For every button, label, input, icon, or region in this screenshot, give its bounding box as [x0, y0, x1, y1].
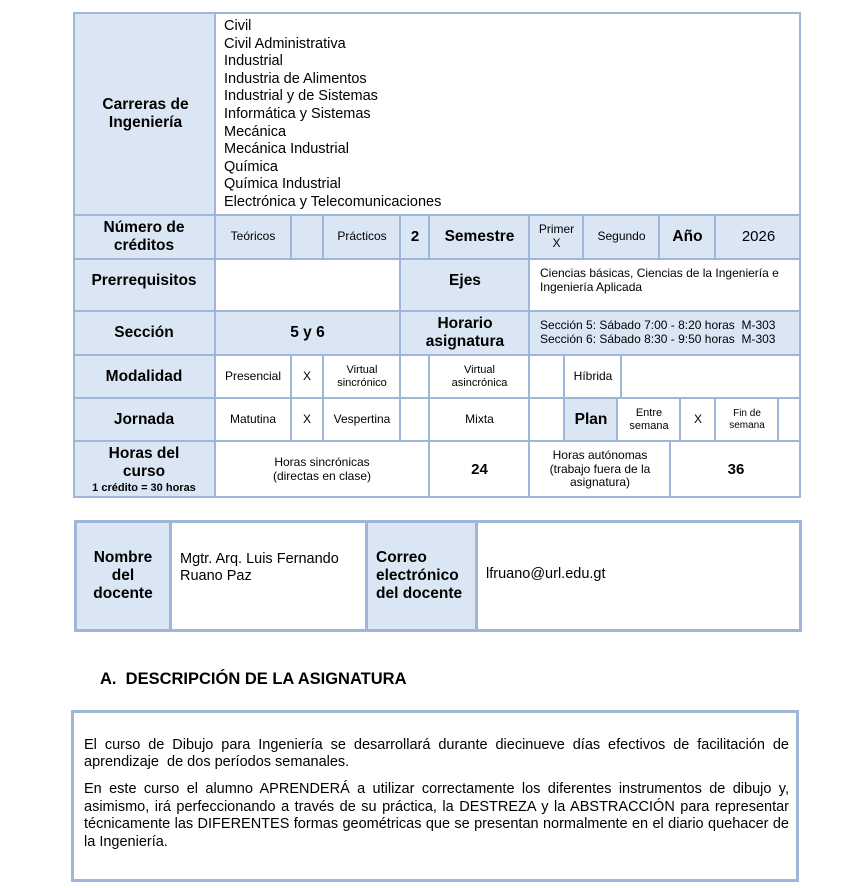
- mixta-label: Mixta: [465, 411, 494, 426]
- description-paragraph-1: El curso de Dibujo para Ingeniería se desarrollará durante diecinueve días efectivos de facilitación de aprendizaje de dos períodos semanales.: [84, 737, 794, 770]
- primer-label: Primer: [538, 222, 575, 237]
- careers-list: [224, 18, 441, 212]
- credits-label: Número de créditos: [103, 219, 185, 254]
- correo-label: Correo electrónico del docente: [376, 549, 463, 602]
- horas-label-cell: [73, 441, 215, 498]
- vespertina-label: Vespertina: [333, 411, 391, 426]
- prereq-label: Prerrequisitos: [91, 272, 197, 290]
- practicos-value: 2: [410, 228, 420, 246]
- horas-autonomas-value: 36: [727, 460, 745, 478]
- horario-label: Horario asignatura: [425, 315, 505, 350]
- career-item: Mecánica Industrial: [224, 141, 349, 158]
- jornada-label: Jornada: [113, 410, 175, 428]
- presencial-label: Presencial: [224, 368, 282, 383]
- horas-sincronicas-label: Horas sincrónicas (directas en clase): [272, 454, 372, 483]
- teoricos-label: Teóricos: [230, 229, 276, 244]
- course-info-table: [73, 12, 801, 498]
- ejes-label: Ejes: [449, 272, 481, 290]
- career-item: Industrial: [224, 53, 283, 70]
- teacher-table: [74, 520, 802, 632]
- modalidad-label: Modalidad: [105, 367, 183, 385]
- matutina-mark: X: [302, 411, 311, 426]
- entre-semana-mark: X: [693, 411, 702, 426]
- practicos-label: Prácticos: [337, 229, 387, 244]
- prereq-value: [215, 259, 400, 311]
- horas-autonomas-label: Horas autónomas (trabajo fuera de la asignatura): [549, 447, 651, 490]
- virtual-sincrono-label: Virtual sincrónico: [337, 363, 387, 389]
- primer-cell: [530, 215, 583, 259]
- career-item: Mecánica: [224, 123, 287, 140]
- section-heading: A. DESCRIPCIÓN DE LA ASIGNATURA: [100, 670, 407, 688]
- horas-sublabel: 1 crédito = 30 horas: [92, 481, 196, 494]
- primer-mark: X: [552, 236, 561, 250]
- teoricos-value: [292, 215, 322, 259]
- careers-label: Carreras de Ingeniería: [102, 95, 189, 131]
- presencial-mark: X: [302, 368, 311, 383]
- anio-label: Año: [672, 228, 703, 246]
- entre-semana-label: Entre semana: [629, 406, 669, 432]
- anio-value: 2026: [741, 228, 776, 246]
- seccion-label: Sección: [114, 324, 174, 342]
- career-item: Electrónica y Telecomunicaciones: [224, 193, 442, 210]
- virtual-asincrona-label: Virtual asincrónica: [451, 363, 508, 389]
- career-item: Civil: [224, 18, 252, 34]
- horas-label: Horas del curso: [108, 444, 180, 481]
- nombre-value: Mgtr. Arq. Luis Fernando Ruano Paz: [180, 551, 339, 584]
- hibrida-label: Híbrida: [573, 368, 613, 383]
- semestre-label: Semestre: [444, 228, 515, 246]
- career-item: Informática y Sistemas: [224, 105, 371, 122]
- nombre-label: Nombre del docente: [93, 549, 153, 602]
- segundo-label: Segundo: [597, 229, 646, 244]
- horario-value: [530, 311, 801, 355]
- fin-semana-label: Fin de semana: [729, 408, 765, 431]
- description-paragraph-2: En este curso el alumno APRENDERÁ a utilizar correctamente los diferentes instrumentos de dibujo y, asimismo, irá perfeccionando a través de su práctica, la DESTREZA y la ABSTRACCIÓN para representar técnicamente las DIFERENTES formas geométricas que se presentan normalmente en el diario quehacer de la Ingeniería.: [84, 781, 789, 850]
- career-item: Civil Administrativa: [224, 35, 346, 52]
- ejes-value: Ciencias básicas, Ciencias de la Ingeniería e Ingeniería Aplicada: [540, 266, 779, 294]
- seccion-value: 5 y 6: [290, 324, 325, 342]
- career-item: Química Industrial: [224, 176, 341, 193]
- career-item: Química: [224, 158, 278, 175]
- correo-value: lfruano@url.edu.gt: [486, 565, 606, 582]
- career-item: Industria de Alimentos: [224, 70, 367, 87]
- horas-sincronicas-value: 24: [471, 460, 488, 478]
- plan-label: Plan: [574, 410, 608, 428]
- matutina-label: Matutina: [229, 411, 277, 426]
- description-box: [71, 710, 799, 882]
- horario-line-2: Sección 6: Sábado 8:30 - 9:50 horas M-303: [540, 332, 776, 346]
- career-item: Industrial y de Sistemas: [224, 88, 378, 105]
- horario-line-1: Sección 5: Sábado 7:00 - 8:20 horas M-303: [540, 318, 776, 333]
